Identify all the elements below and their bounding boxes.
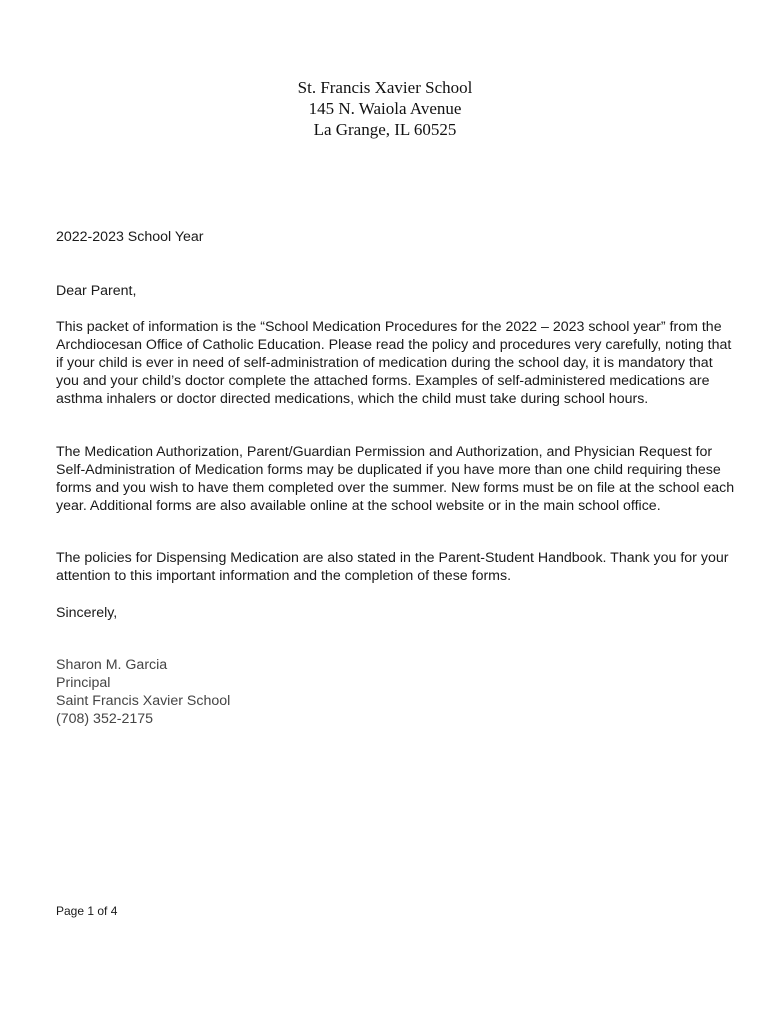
letterhead [0, 77, 770, 140]
paragraph-medication-procedures: This packet of information is the “School Medication Procedures for the 2022 – 2023 school year” from the Archdiocesan Office of Catholic Education. Please read the policy and procedures very carefully, noting that if your child is ever in need of self-administration of medication during the school day, it is mandatory that you and your child’s doctor complete the attached forms. Examples of self-administered medications are asthma inhalers or doctor directed medications, which the child must take during school hours. [56, 319, 732, 407]
paragraph-policies: The policies for Dispensing Medication are also stated in the Parent-Student Handbook. Thank you for your attention to this important information and the completion of these forms. [56, 550, 729, 584]
school-year: 2022-2023 School Year [56, 229, 204, 245]
signature-block [56, 657, 736, 729]
signer-school: Saint Francis Xavier School [56, 692, 231, 709]
closing: Sincerely, [56, 605, 118, 621]
salutation: Dear Parent, [56, 283, 137, 299]
signer-phone: (708) 352-2175 [56, 710, 154, 727]
signer-name: Sharon M. Garcia [56, 657, 168, 673]
page-number: Page 1 of 4 [56, 904, 118, 918]
signer-title: Principal [56, 674, 111, 691]
school-name: St. Francis Xavier School [297, 78, 473, 97]
school-street: 145 N. Waiola Avenue [308, 99, 462, 118]
paragraph-forms: The Medication Authorization, Parent/Guardian Permission and Authorization, and Physician Request for Self-Administration of Medication forms may be duplicated if you have more than one child requiring these forms and you wish to have them completed over the summer. New forms must be on file at the school each year. Additional forms are also available online at the school website or in the main school office. [56, 444, 735, 514]
school-city-state-zip: La Grange, IL 60525 [313, 120, 457, 139]
